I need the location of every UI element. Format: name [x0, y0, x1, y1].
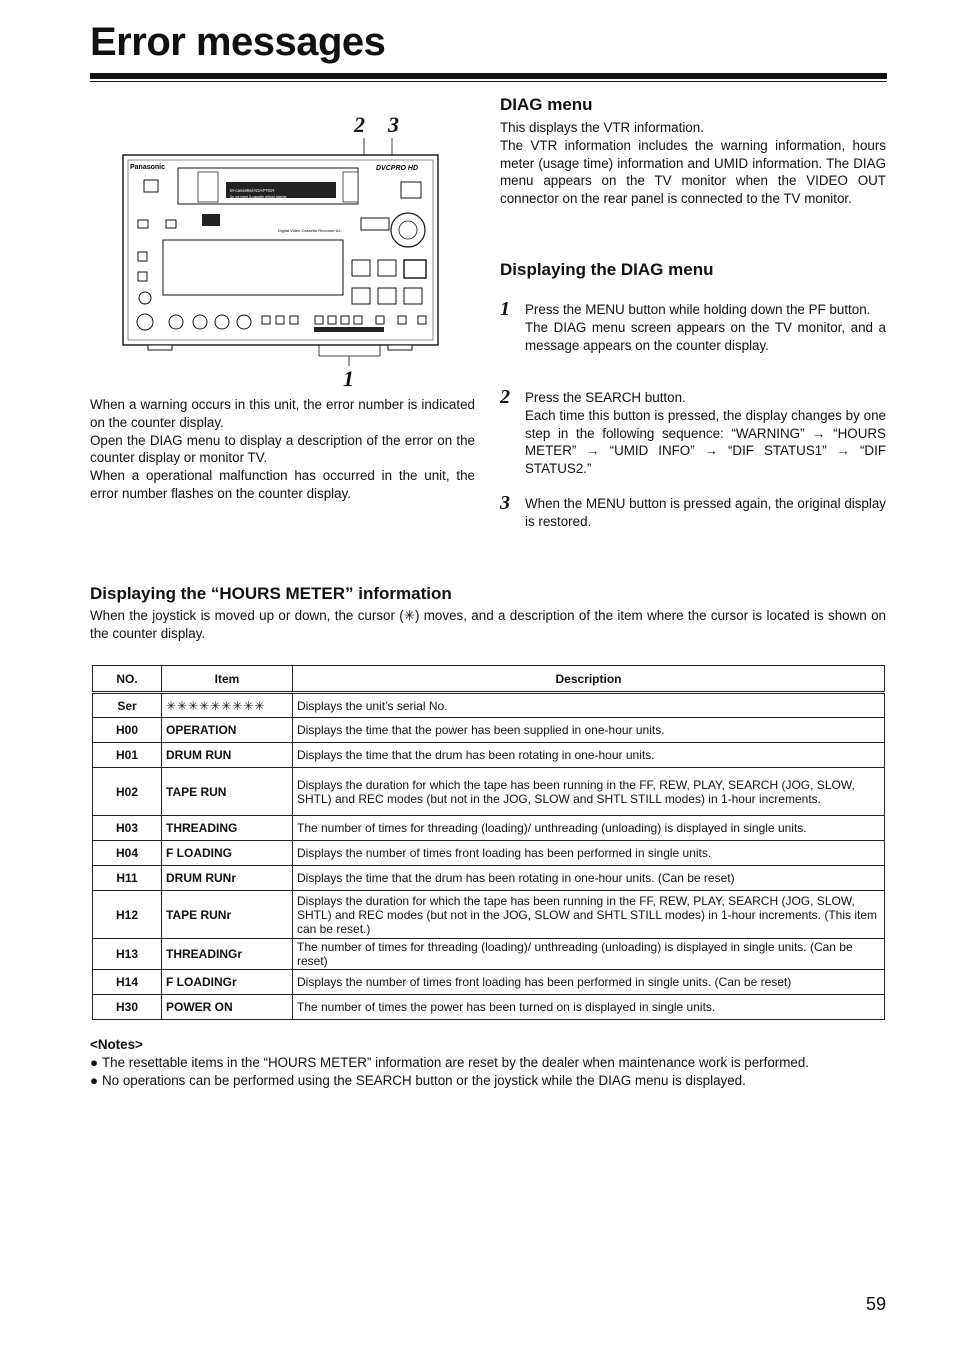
- step-text: Each time this button is pressed, the display changes by one step in the following sequence: “WARNING” → “HOURS METER” → “UMID INFO” → “DIF STATUS1” → “DIF STATUS2.”: [525, 407, 886, 477]
- cassette-sub-label: Do not insert S-cassette without adapter: [230, 195, 287, 199]
- cell-no: H30: [93, 995, 162, 1020]
- cell-description: Displays the time that the power has been supplied in one-hour units.: [293, 718, 885, 743]
- cell-no: H02: [93, 768, 162, 816]
- col-header-no: NO.: [93, 666, 162, 693]
- cell-description: Displays the time that the drum has been rotating in one-hour units. (Can be reset): [293, 866, 885, 891]
- cell-item: F LOADINGr: [162, 970, 293, 995]
- table-row: [93, 693, 885, 718]
- callout-1: 1: [343, 366, 354, 391]
- note-item: [90, 1072, 890, 1090]
- cell-description: Displays the duration for which the tape has been running in the FF, REW, PLAY, SEARCH (JOG, SLOW, SHTL) and REC modes (but not in the JOG, SLOW and SHTL STILL modes) in 1-hour increments.: [293, 768, 885, 816]
- step-text: The DIAG menu screen appears on the TV monitor, and a message appears on the counter display.: [525, 319, 886, 353]
- step-1: [500, 298, 886, 354]
- diag-paragraph: This displays the VTR information.: [500, 120, 704, 135]
- note-text: The resettable items in the “HOURS METER” information are reset by the dealer when maintenance work is performed.: [102, 1054, 810, 1070]
- cell-item: TAPE RUN: [162, 768, 293, 816]
- table-row: [93, 939, 885, 970]
- title-rule-thin: [90, 81, 887, 82]
- callout-2: 2: [354, 112, 365, 137]
- cell-description: Displays the number of times front loading has been performed in single units. (Can be reset): [293, 970, 885, 995]
- cell-item: DRUM RUN: [162, 743, 293, 768]
- cell-item: THREADING: [162, 816, 293, 841]
- cell-description: Displays the number of times front loading has been performed in single units.: [293, 841, 885, 866]
- brand-label: Panasonic: [130, 164, 166, 171]
- table-row: [93, 841, 885, 866]
- cassette-label: M-cassette/ADAPTER: [230, 188, 275, 193]
- displaying-diag-heading: Displaying the DIAG menu: [500, 260, 714, 279]
- step-number: 2: [500, 386, 510, 408]
- left-paragraph: When a warning occurs in this unit, the error number is indicated on the counter display.: [90, 397, 475, 430]
- notes-section: [90, 1036, 890, 1089]
- cell-no: H11: [93, 866, 162, 891]
- table-row: [93, 743, 885, 768]
- step-number: 3: [500, 492, 510, 514]
- logo-label: DVCPRO HD: [376, 165, 419, 172]
- cell-item: DRUM RUNr: [162, 866, 293, 891]
- table-row: [93, 718, 885, 743]
- hours-meter-table: [92, 665, 885, 1020]
- vtr-drawing: [118, 110, 448, 395]
- left-paragraph: Open the DIAG menu to display a description of the error on the counter display or monitor TV.: [90, 432, 475, 466]
- bullet-icon: ●: [90, 1072, 99, 1088]
- step-3: [500, 492, 886, 531]
- table-row: [93, 891, 885, 939]
- step-text: Press the MENU button while holding down the PF button.: [525, 302, 871, 317]
- table-row: [93, 768, 885, 816]
- cell-description: The number of times for threading (loading)/ unthreading (unloading) is displayed in single units.: [293, 816, 885, 841]
- col-header-description: Description: [293, 666, 885, 693]
- cell-item: THREADINGr: [162, 939, 293, 970]
- col-header-item: Item: [162, 666, 293, 693]
- cell-no: H04: [93, 841, 162, 866]
- cell-description: The number of times for threading (loading)/ unthreading (unloading) is displayed in single units. (Can be reset): [293, 939, 885, 970]
- left-paragraph: When a operational malfunction has occurred in the unit, the error number flashes on the counter display.: [90, 468, 475, 501]
- diag-menu-section: [500, 95, 886, 208]
- cell-no: H14: [93, 970, 162, 995]
- vtr-front-panel-figure: [118, 110, 448, 395]
- bullet-icon: ●: [90, 1054, 99, 1070]
- cell-no: Ser: [93, 693, 162, 718]
- cell-no: H12: [93, 891, 162, 939]
- cell-description: Displays the time that the drum has been rotating in one-hour units.: [293, 743, 885, 768]
- cell-description: The number of times the power has been turned on is displayed in single units.: [293, 995, 885, 1020]
- step-text: Press the SEARCH button.: [525, 390, 686, 405]
- cell-description: Displays the duration for which the tape has been running in the FF, REW, PLAY, SEARCH (JOG, SLOW, SHTL) and REC modes (but not in the JOG, SLOW and SHTL STILL modes) in 1-hour increments. (This item can be reset.): [293, 891, 885, 939]
- left-intro-text: [90, 396, 475, 503]
- cell-item: OPERATION: [162, 718, 293, 743]
- cell-no: H00: [93, 718, 162, 743]
- diag-paragraph: The VTR information includes the warning information, hours meter (usage time) information and UMID information. The DIAG menu appears on the TV monitor when the VIDEO OUT connector on the rear panel is connected to the TV monitor.: [500, 137, 886, 207]
- table-row: [93, 816, 885, 841]
- title-rule: [90, 73, 887, 79]
- step-2: [500, 386, 886, 478]
- page-number: 59: [865, 1294, 886, 1314]
- cell-no: H01: [93, 743, 162, 768]
- cell-item: F LOADING: [162, 841, 293, 866]
- table-row: [93, 866, 885, 891]
- cell-no: H13: [93, 939, 162, 970]
- hours-meter-table-wrap: [92, 665, 885, 1020]
- callout-3: 3: [388, 112, 399, 137]
- table-row: [93, 995, 885, 1020]
- cell-item: ✳✳✳✳✳✳✳✳✳: [162, 693, 293, 718]
- model-label: Digital Video Cassette Recorder AJ-: [278, 228, 342, 233]
- cell-no: H03: [93, 816, 162, 841]
- note-text: No operations can be performed using the SEARCH button or the joystick while the DIAG menu is displayed.: [102, 1072, 746, 1088]
- page-title: Error messages: [90, 20, 386, 64]
- note-item: [90, 1054, 890, 1072]
- hours-meter-intro: When the joystick is moved up or down, the cursor (✳) moves, and a description of the item where the cursor is located is shown on the counter display.: [90, 608, 886, 641]
- cell-description: Displays the unit’s serial No.: [293, 693, 885, 718]
- hours-meter-heading: Displaying the “HOURS METER” information: [90, 584, 452, 603]
- notes-heading: <Notes>: [90, 1037, 143, 1052]
- table-row: [93, 970, 885, 995]
- cell-item: TAPE RUNr: [162, 891, 293, 939]
- step-number: 1: [500, 298, 510, 320]
- diag-menu-heading: DIAG menu: [500, 95, 593, 114]
- cell-item: POWER ON: [162, 995, 293, 1020]
- step-text: When the MENU button is pressed again, the original display is restored.: [525, 496, 886, 529]
